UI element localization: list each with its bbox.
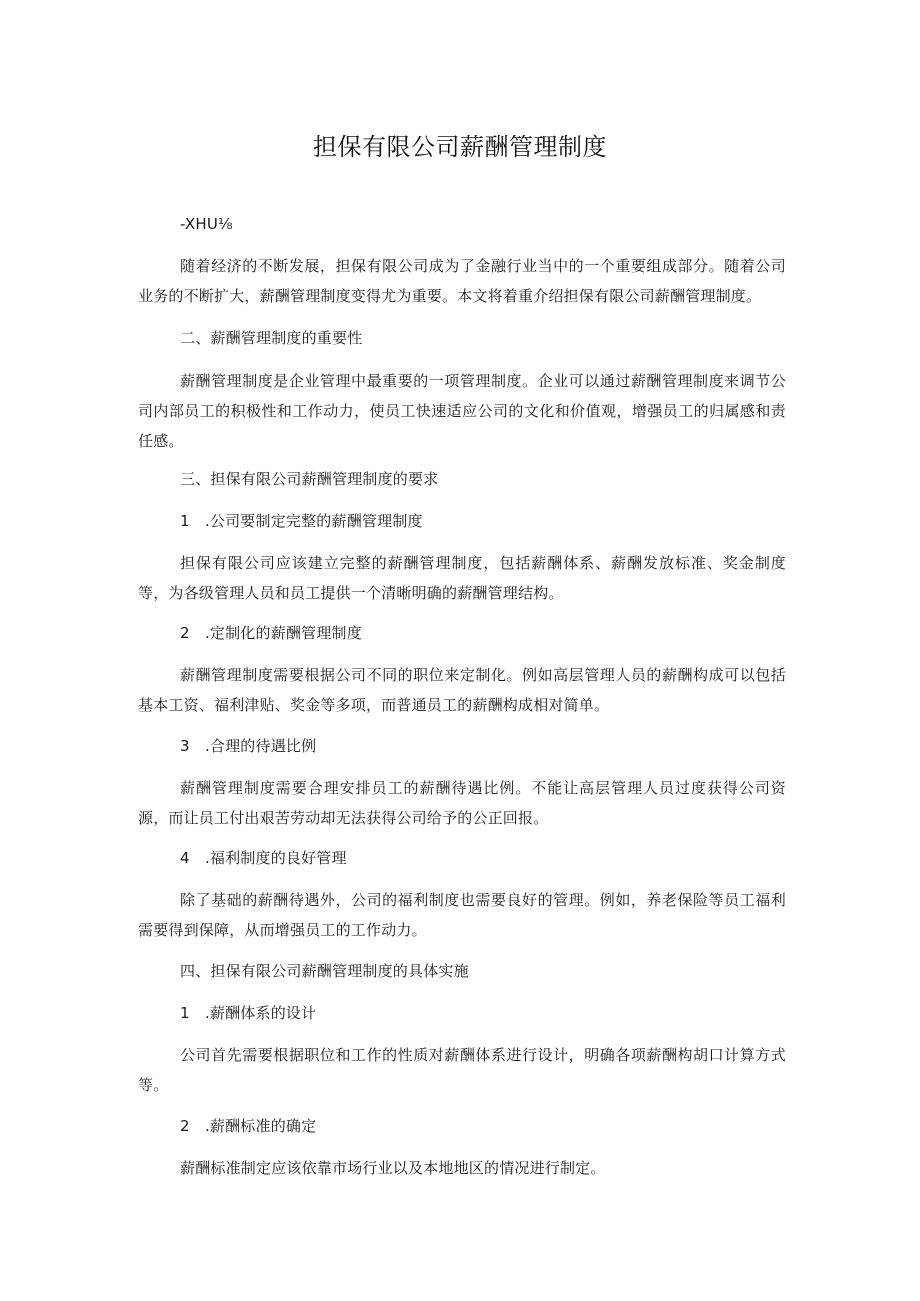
requirement-3-heading: 3 .合理的待遇比例 xyxy=(180,737,317,755)
requirement-4-paragraph: 除了基础的薪酬待遇外，公司的福利制度也需要良好的管理。例如，养老保险等员工福利需要得到保障，从而增强员工的工作动力。 xyxy=(138,891,786,939)
requirement-4-heading: 4 .福利制度的良好管理 xyxy=(180,849,347,867)
garbled-section-label: -XHU⅛ xyxy=(180,215,233,233)
document-title: 担保有限公司薪酬管理制度 xyxy=(313,133,607,161)
requirement-2-paragraph: 薪酬管理制度需要根据公司不同的职位来定制化。例如高层管理人员的薪酬构成可以包括基本工资、福利津贴、奖金等多项，而普通员工的薪酬构成相对简单。 xyxy=(138,666,786,714)
implementation-1-paragraph: 公司首先需要根据职位和工作的性质对薪酬体系进行设计，明确各项薪酬构胡口计算方式等。 xyxy=(138,1046,786,1094)
requirement-3-paragraph: 薪酬管理制度需要合理安排员工的薪酬待遇比例。不能让高层管理人员过度获得公司资源，而让员工付出艰苦劳动却无法获得公司给予的公正回报。 xyxy=(138,779,786,827)
requirement-2-heading: 2 .定制化的薪酬管理制度 xyxy=(180,624,362,642)
section-heading-requirements: 三、担保有限公司薪酬管理制度的要求 xyxy=(180,470,439,488)
implementation-1-heading: 1 .薪酬体系的设计 xyxy=(180,1004,317,1022)
requirement-1-heading: 1 .公司要制定完整的薪酬管理制度 xyxy=(180,512,423,530)
section-heading-importance: 二、薪酬管理制度的重要性 xyxy=(180,329,363,347)
implementation-2-heading: 2 .薪酬标准的确定 xyxy=(180,1117,317,1135)
section-heading-implementation: 四、担保有限公司薪酬管理制度的具体实施 xyxy=(180,962,469,980)
importance-paragraph: 薪酬管理制度是企业管理中最重要的一项管理制度。企业可以通过薪酬管理制度来调节公司内部员工的积极性和工作动力，使员工快速适应公司的文化和价值观，增强员工的归属感和责任感。 xyxy=(138,372,786,450)
requirement-1-paragraph: 担保有限公司应该建立完整的薪酬管理制度，包括薪酬体系、薪酬发放标准、奖金制度等，为各级管理人员和员工提供一个清晰明确的薪酬管理结构。 xyxy=(138,554,786,602)
intro-paragraph: 随着经济的不断发展，担保有限公司成为了金融行业当中的一个重要组成部分。随着公司业务的不断扩大，薪酬管理制度变得尤为重要。本文将着重介绍担保有限公司薪酬管理制度。 xyxy=(138,257,786,305)
implementation-2-paragraph: 薪酬标准制定应该依靠市场行业以及本地地区的情况进行制定。 xyxy=(180,1159,606,1177)
